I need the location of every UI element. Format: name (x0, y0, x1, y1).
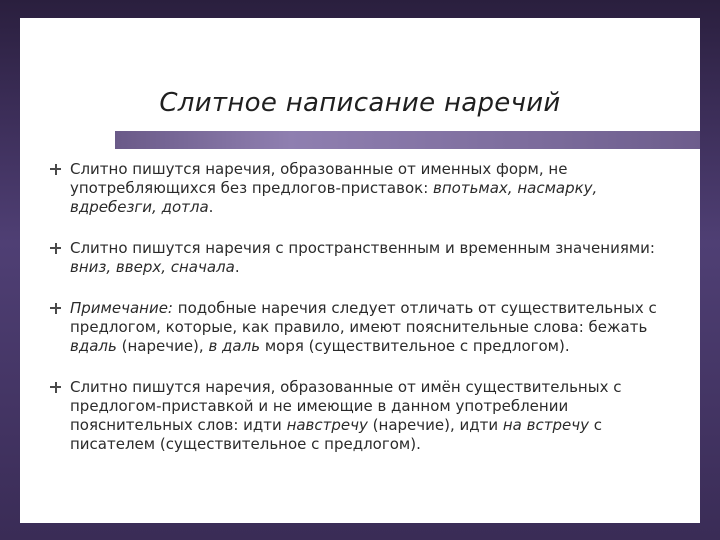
bullet-text-part: (наречие), (116, 337, 209, 355)
bullet-text-part: (наречие), идти (367, 416, 503, 434)
bullet-text-part: впотьмах, насмарку, вдребезги, дотла (70, 179, 598, 216)
bullet-item (48, 299, 682, 356)
bullet-text-part: Слитно пишутся наречия, образованные от именных форм, не употребляющихся без предлогов-приставок: (70, 160, 568, 197)
bullet-text-part: навстречу (286, 416, 368, 434)
bullet-text (70, 378, 621, 453)
bullet-item (48, 239, 682, 277)
bullet-text-part: Слитно пишутся наречия, образованные от имён существительных с предлогом-приставкой и не имеющие в данном употреблении пояснительных слов: идти (70, 378, 622, 434)
slide (20, 18, 700, 523)
bullet-text-part: вниз, вверх, сначала (70, 258, 235, 276)
bullet-text (70, 239, 655, 276)
title-area (20, 63, 700, 153)
bullet-text (70, 299, 657, 355)
bullet-text-part: в даль (208, 337, 261, 355)
bullet-text-part: Примечание: (70, 299, 173, 317)
bullet-item (48, 160, 682, 217)
plus-bullet-icon (48, 160, 64, 179)
bullet-text (70, 160, 597, 216)
plus-bullet-icon (48, 239, 64, 258)
bullet-text-part: моря (существительное с предлогом). (260, 337, 570, 355)
bullet-text-part: вдаль (70, 337, 117, 355)
plus-bullet-icon (48, 378, 64, 397)
bullet-list (48, 160, 682, 476)
bullet-text-part: . (234, 258, 240, 276)
bullet-text-part: с писателем (существительное с предлогом). (70, 416, 602, 453)
bullet-text-part: на встречу (502, 416, 589, 434)
bullet-text-part: Слитно пишутся наречия с пространственным и временным значениями: (70, 239, 655, 257)
title-accent-bar (115, 131, 700, 149)
bullet-item (48, 378, 682, 454)
plus-bullet-icon (48, 299, 64, 318)
bullet-text-part: . (208, 198, 214, 216)
bullet-text-part: подобные наречия следует отличать от существительных с предлогом, которые, как правило, имеют пояснительные слова: бежать (70, 299, 657, 336)
slide-title: Слитное написание наречий (159, 88, 561, 118)
